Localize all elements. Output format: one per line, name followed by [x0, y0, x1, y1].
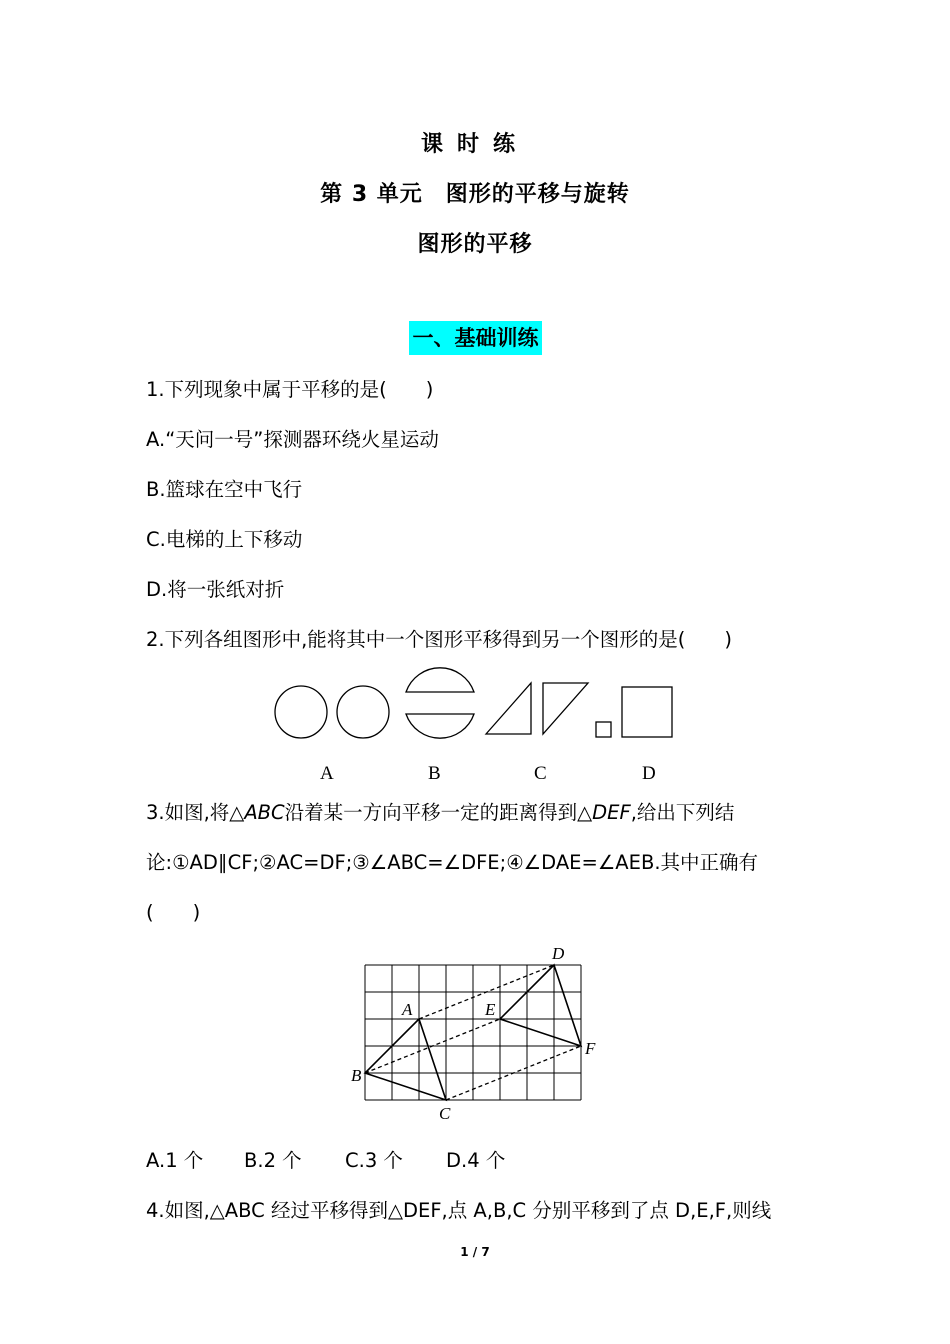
q3-option-a: A.1 个: [146, 1149, 204, 1172]
q3-point-e: E: [485, 1000, 496, 1019]
q3-triangle-abc: [365, 1019, 446, 1100]
q3-point-b: B: [351, 1066, 362, 1085]
q3-line-3: ( ): [146, 901, 201, 924]
q3-option-b: B.2 个: [244, 1149, 302, 1172]
q2-label-a: A: [320, 763, 334, 784]
section-heading: 一、基础训练: [409, 321, 542, 355]
q3-line-2: 论:①AD∥CF;②AC=DF;③∠ABC=∠DFE;④∠DAE=∠AEB.其中正确有: [146, 851, 759, 874]
q2-label-c: C: [534, 763, 547, 784]
q2-label-b: B: [428, 763, 441, 784]
unit-title: 第 3 单元 图形的平移与旋转: [320, 182, 630, 207]
q3-option-c: C.3 个: [345, 1149, 403, 1172]
q1-option-d: D.将一张纸对折: [146, 578, 285, 601]
q2-label-d: D: [642, 763, 656, 784]
q3-point-c: C: [439, 1104, 451, 1123]
q3-point-d: D: [552, 944, 565, 963]
q2-stem: 2.下列各组图形中,能将其中一个图形平移得到另一个图形的是( ): [146, 628, 733, 651]
q3-triangle-def: [500, 965, 581, 1046]
lesson-title: 图形的平移: [417, 232, 533, 257]
q1-option-a: A.“天问一号”探测器环绕火星运动: [146, 428, 439, 451]
q3-point-a: A: [402, 1000, 413, 1019]
page-heading: 课时练: [420, 132, 529, 157]
q1-option-c: C.电梯的上下移动: [146, 528, 303, 551]
page-number: 1 / 7: [460, 1245, 490, 1259]
q1-option-b: B.篮球在空中飞行: [146, 478, 303, 501]
q3-point-f: F: [585, 1039, 596, 1058]
q4-stem: 4.如图,△ABC 经过平移得到△DEF,点 A,B,C 分别平移到了点 D,E,F,则线: [146, 1199, 772, 1222]
q3-grid: [365, 965, 581, 1100]
q3-line-1: 3.如图,将△ABC沿着某一方向平移一定的距离得到△DEF,给出下列结: [146, 801, 735, 824]
q3-option-d: D.4 个: [446, 1149, 506, 1172]
q1-stem: 1.下列现象中属于平移的是( ): [146, 378, 434, 401]
